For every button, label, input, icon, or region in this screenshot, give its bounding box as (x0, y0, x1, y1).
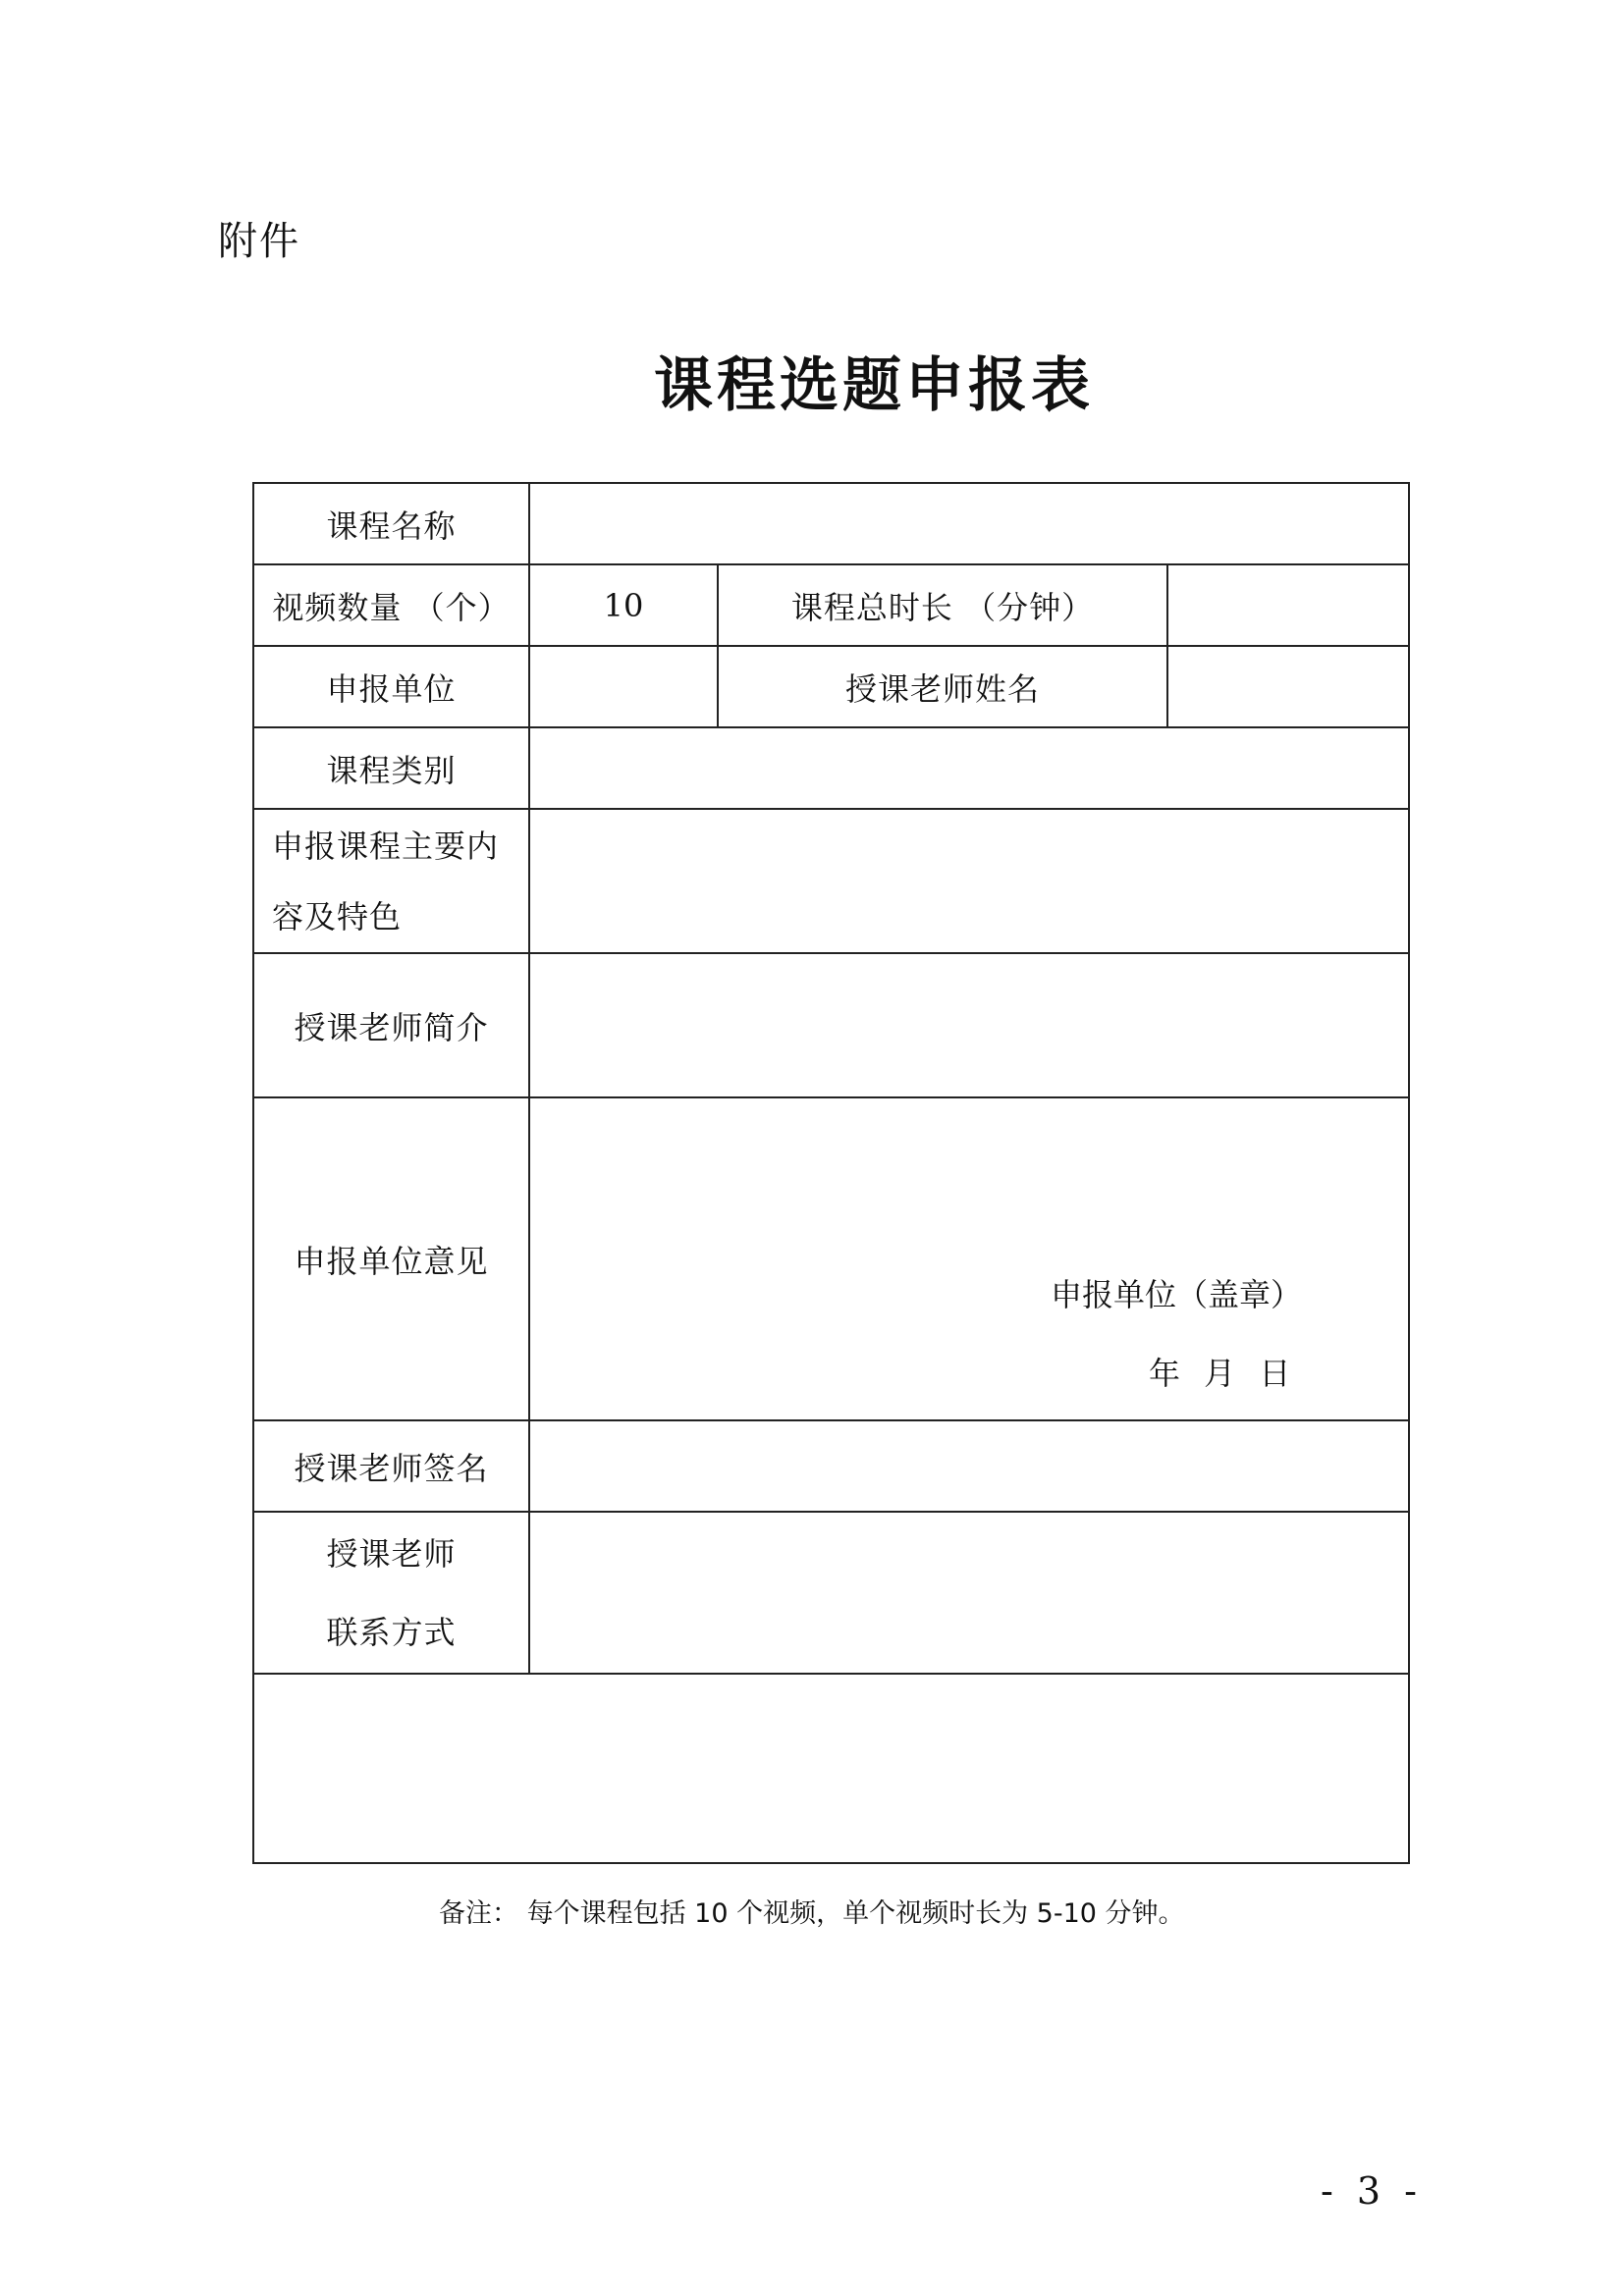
unit-opinion-label: 申报单位意见 (253, 1097, 529, 1420)
page-title: 课程选题申报表 (654, 351, 1094, 420)
applicant-unit-field[interactable] (529, 646, 718, 727)
stamp-text: 申报单位（盖章） (1051, 1276, 1303, 1313)
teacher-contact-field[interactable] (529, 1512, 1409, 1674)
teacher-name-label: 授课老师姓名 (718, 646, 1167, 727)
row-video-count (253, 564, 1409, 646)
page-number: - 3 - (1321, 2169, 1424, 2213)
row-course-name (253, 483, 1409, 564)
footnote: 备注： 每个课程包括 10 个视频，单个视频时长为 5-10 分钟。 (439, 1898, 1185, 1929)
course-name-label: 课程名称 (253, 483, 529, 564)
teacher-signature-label: 授课老师签名 (253, 1420, 529, 1512)
row-teacher-intro (253, 953, 1409, 1097)
row-blank (253, 1674, 1409, 1863)
video-count-label: 视频数量 （个） (253, 564, 529, 646)
course-category-label: 课程类别 (253, 727, 529, 809)
teacher-contact-label (253, 1512, 529, 1674)
application-form-table (252, 482, 1410, 1864)
course-name-field[interactable] (529, 483, 1409, 564)
row-teacher-signature (253, 1420, 1409, 1512)
teacher-contact-label-line1: 授课老师 (326, 1534, 457, 1573)
course-category-field[interactable] (529, 727, 1409, 809)
row-content (253, 809, 1409, 953)
teacher-signature-field[interactable] (529, 1420, 1409, 1512)
unit-opinion-field[interactable] (529, 1097, 1409, 1420)
teacher-intro-field[interactable] (529, 953, 1409, 1097)
teacher-intro-label: 授课老师简介 (253, 953, 529, 1097)
row-applicant (253, 646, 1409, 727)
date-text: 年 月 日 (1149, 1355, 1291, 1392)
row-unit-opinion (253, 1097, 1409, 1420)
blank-area (253, 1674, 1409, 1863)
content-field[interactable] (529, 809, 1409, 953)
teacher-name-field[interactable] (1167, 646, 1409, 727)
teacher-contact-label-line2: 联系方式 (326, 1613, 457, 1651)
attachment-label: 附件 (218, 219, 300, 264)
total-duration-field[interactable] (1167, 564, 1409, 646)
row-course-category (253, 727, 1409, 809)
row-teacher-contact (253, 1512, 1409, 1674)
content-label: 申报课程主要内容及特色 (253, 809, 529, 953)
total-duration-label: 课程总时长 （分钟） (718, 564, 1167, 646)
applicant-unit-label: 申报单位 (253, 646, 529, 727)
video-count-field[interactable]: 10 (529, 564, 718, 646)
